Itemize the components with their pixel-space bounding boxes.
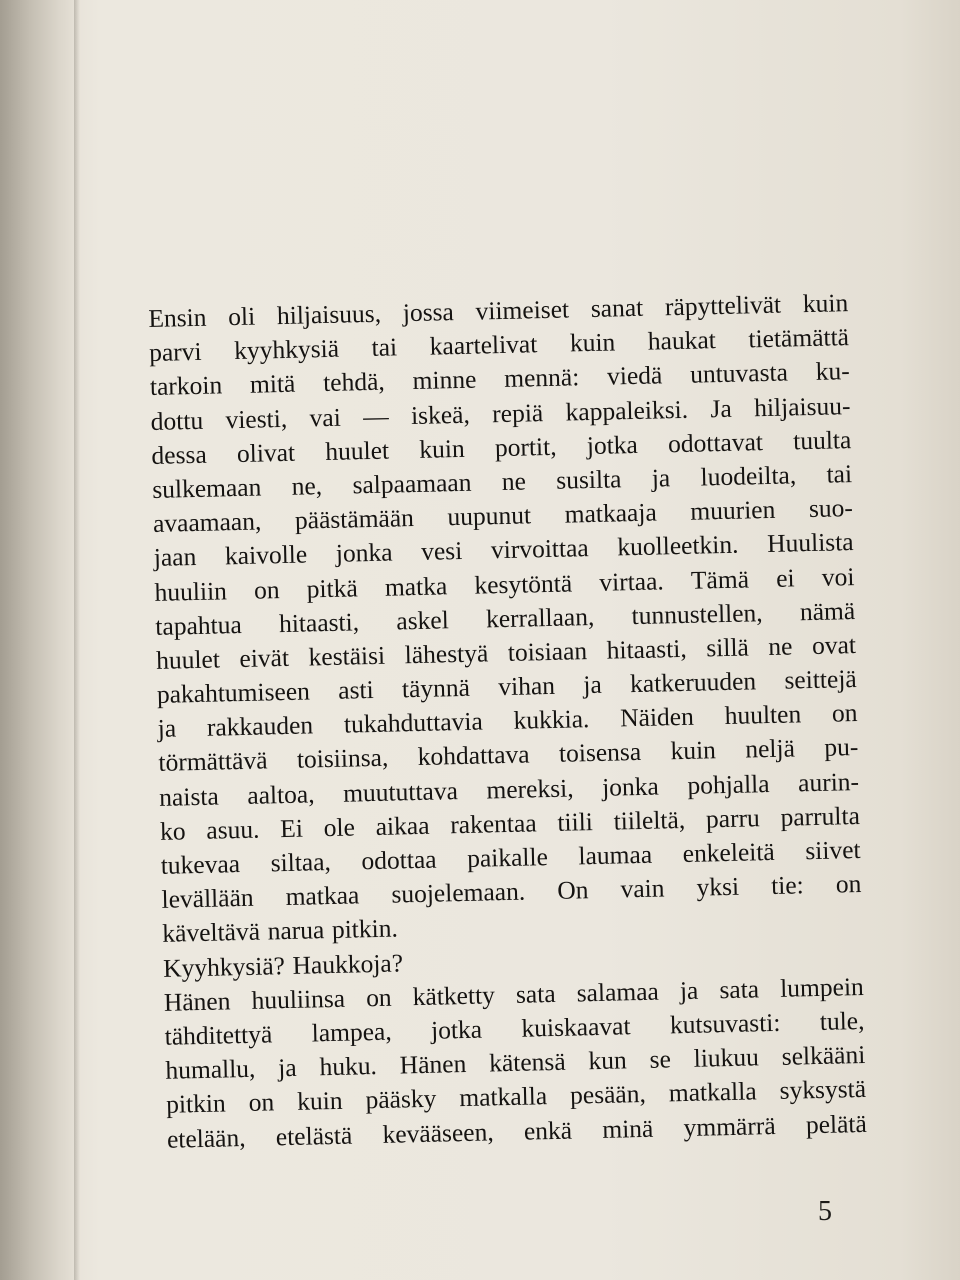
text-line: tähditettyä lampea, jotka kuiskaavat kutsuvasti: tule, bbox=[164, 1005, 865, 1051]
text-line: dessa olivat huulet kuin portit, jotka odottavat tuulta bbox=[151, 424, 852, 470]
text-line: jaan kaivolle jonka vesi virvoittaa kuolleetkin. Huulista bbox=[153, 527, 854, 573]
text-line: pitkin on kuin pääsky matkalla pesään, matkalla syksystä bbox=[165, 1074, 867, 1120]
text-line: Kyyhkysiä? Haukkoja? bbox=[162, 947, 404, 983]
text-line: törmättävä toisiinsa, kohdattava toisensa kuin neljä pu- bbox=[158, 732, 859, 778]
text-line: tapahtua hitaasti, askel kerrallaan, tunnustellen, nämä bbox=[155, 595, 856, 641]
text-line: ja rakkauden tukahduttavia kukkia. Näiden huulten on bbox=[157, 698, 858, 744]
text-line: pakahtumiseen asti täynnä vihan ja katkeruuden seittejä bbox=[156, 664, 857, 709]
text-line: tarkoin mitä tehdä, minne mennä: viedä untuvasta ku- bbox=[149, 356, 851, 402]
page-number: 5 bbox=[818, 1196, 832, 1227]
text-line: levällään matkaa suojelemaan. On vain yksi tie: on bbox=[161, 869, 862, 915]
text-line: dottu viesti, vai — iskeä, repiä kappaleiksi. Ja hiljaisuu- bbox=[150, 390, 851, 436]
text-line: sulkemaan ne, salpaamaan ne susilta ja luodeilta, tai bbox=[151, 459, 853, 504]
text-line: avaamaan, päästämään uupunut matkaaja muurien suo- bbox=[152, 493, 854, 539]
text-line: huulet eivät kestäisi lähestyä toisiaan hitaasti, sillä ne ovat bbox=[155, 629, 857, 675]
text-line: etelään, etelästä kevääseen, enkä minä ymmärrä pelätä bbox=[166, 1108, 868, 1154]
text-line: Ensin oli hiljaisuus, jossa viimeiset sanat räpyttelivät kuin bbox=[148, 288, 849, 333]
page-edge-shadow bbox=[74, 0, 80, 1280]
text-line: huuliin on pitkä matka kesytöntä virtaa. Tämä ei voi bbox=[154, 561, 855, 607]
text-line: Hänen huuliinsa on kätketty sata salamaa ja sata lumpein bbox=[163, 971, 865, 1017]
book-gutter bbox=[0, 0, 78, 1280]
text-line: ko asuu. Ei ole aikaa rakentaa tiili tiileltä, parru parrulta bbox=[159, 800, 861, 846]
text-line: naista aaltoa, muututtava mereksi, jonka pohjalla aurin- bbox=[158, 766, 860, 812]
text-line: käveltävä narua pitkin. bbox=[162, 913, 399, 949]
body-text bbox=[148, 286, 867, 1156]
text-line: tukevaa siltaa, odottaa paikalle laumaa enkeleitä siivet bbox=[160, 834, 861, 880]
text-line: parvi kyyhkysiä tai kaartelivat kuin haukat tietämättä bbox=[148, 322, 850, 368]
text-line: humallu, ja huku. Hänen kätensä kun se liukuu selkääni bbox=[165, 1040, 866, 1085]
